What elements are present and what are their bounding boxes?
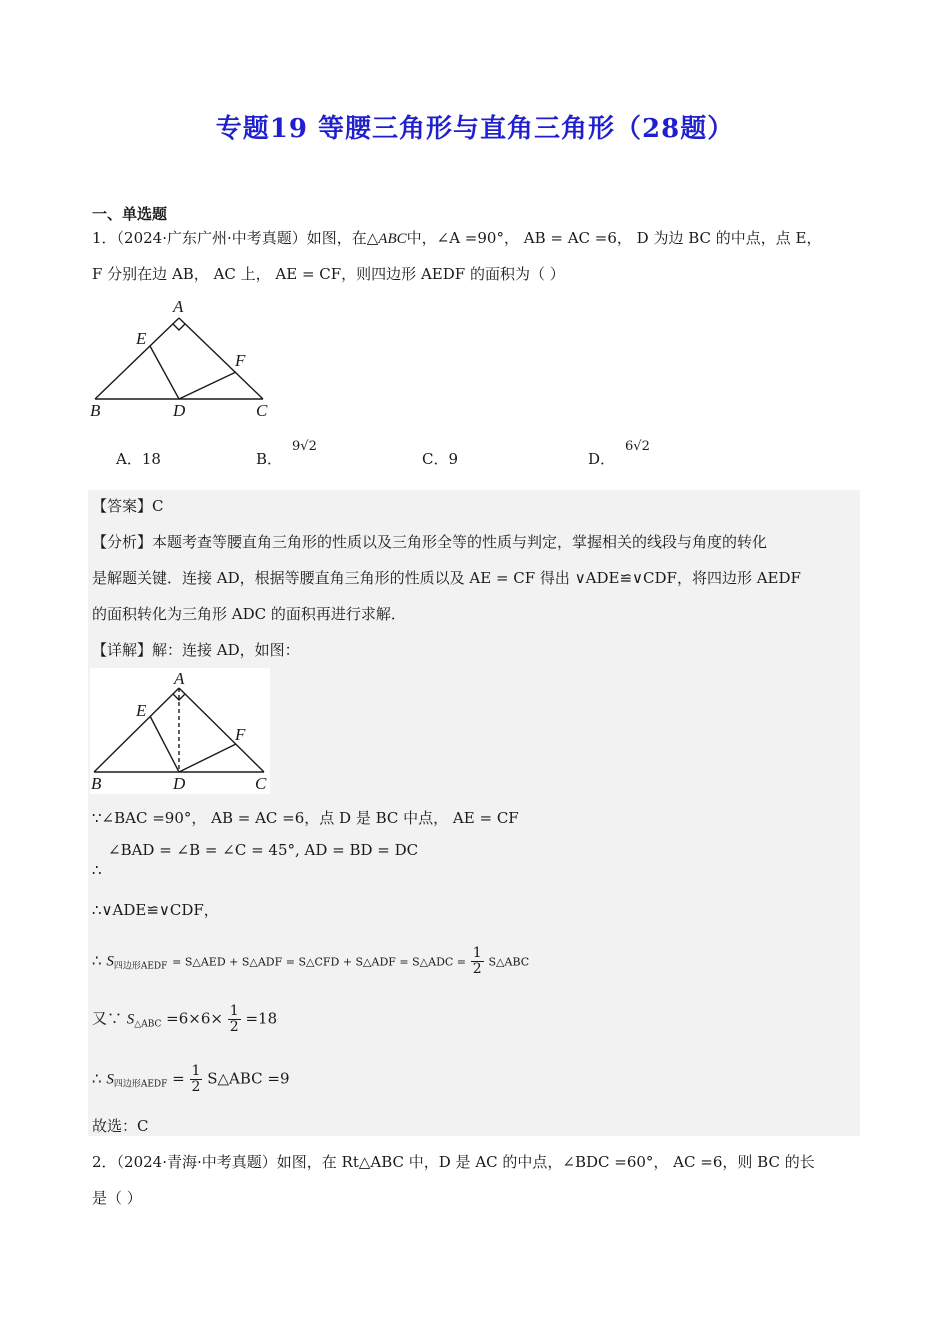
step4-tail: S△ABC <box>488 955 530 969</box>
step4-rest: = S△AED + S△ADF = S△CFD + S△ADF = S△ADC = <box>172 955 467 969</box>
step6-s: S <box>106 1071 114 1088</box>
fig1-label-f: F <box>235 351 246 370</box>
step5 <box>92 1004 277 1035</box>
option-d-value: 6√2 <box>625 439 650 454</box>
step6-num: 1 <box>191 1063 201 1079</box>
answer-value: C <box>152 497 164 515</box>
q1-triangle: △ABC <box>366 231 407 247</box>
q1-line1 <box>92 228 821 249</box>
option-c[interactable] <box>422 448 458 469</box>
analysis-label: 【分析】 <box>92 533 153 551</box>
step6 <box>92 1064 290 1095</box>
q2-line1: 2．（2024·青海·中考真题）如图，在 Rt△ABC 中，D 是 AC 的中点，∠BDC =60°， AC =6，则 BC 的长 <box>92 1153 815 1171</box>
step6-tail: S△ABC =9 <box>207 1069 290 1088</box>
step6-fraction <box>190 1064 203 1095</box>
step4-fraction <box>471 946 484 977</box>
step5-s: S <box>126 1011 135 1028</box>
fig2-label-c: C <box>255 774 267 793</box>
step6-prefix: ∴ <box>92 1069 102 1088</box>
fig2-label-a: A <box>174 669 185 688</box>
step4-prefix: ∴ <box>92 951 102 970</box>
fig1-label-b: B <box>90 401 101 420</box>
step6-sub: 四边形AEDF <box>113 1079 168 1090</box>
detail-figure <box>90 668 270 794</box>
step5-rest: =6×6× <box>166 1009 223 1028</box>
option-c-letter: C． <box>422 450 449 468</box>
step5-tail: =18 <box>245 1009 278 1028</box>
option-a-value: 18 <box>141 450 161 468</box>
step3: ∴∨ADE≌∨CDF， <box>92 901 219 919</box>
q1-line1-a: 1．（2024·广东广州·中考真题）如图，在 <box>92 229 367 247</box>
answer-label: 【答案】 <box>92 497 153 515</box>
step5-den: 2 <box>229 1019 239 1035</box>
option-b[interactable] <box>256 439 317 469</box>
option-c-value: 9 <box>448 450 459 468</box>
analysis-text1: 本题考查等腰直角三角形的性质以及三角形全等的性质与判定，掌握相关的线段与角度的转化 <box>152 533 768 551</box>
step6-eq: = <box>172 1069 185 1088</box>
q1-figure <box>88 296 278 422</box>
step6-den: 2 <box>191 1079 201 1095</box>
conclusion: 故选：C <box>92 1117 149 1135</box>
analysis-line2: 是解题关键．连接 AD，根据等腰直角三角形的性质以及 AE = CF 得出 ∨ADE≌∨CDF，将四边形 AEDF <box>92 569 801 587</box>
fig1-label-a: A <box>173 297 184 316</box>
option-b-letter: B． <box>256 450 283 468</box>
q1-line2: F 分别在边 AB， AC 上， AE = CF，则四边形 AEDF 的面积为（ ） <box>92 265 565 283</box>
q2-line2: 是（ ） <box>92 1189 142 1207</box>
step4-den: 2 <box>472 961 482 977</box>
step5-sub: △ABC <box>134 1019 162 1030</box>
q1-line1-b: 中，∠A =90°， AB = AC =6， D 为边 BC 的中点，点 E， <box>406 229 822 247</box>
option-d-letter: D． <box>588 450 616 468</box>
step2: ∠BAD = ∠B = ∠C = 45°, AD = BD = DC <box>108 841 419 859</box>
analysis-line3: 的面积转化为三角形 ADC 的面积再进行求解． <box>92 605 406 623</box>
option-b-value: 9√2 <box>292 439 317 454</box>
step2-therefore: ∴ <box>92 861 102 879</box>
option-a[interactable] <box>116 448 161 469</box>
analysis-line1 <box>92 532 767 552</box>
answer-line <box>92 496 164 516</box>
fig1-label-e: E <box>136 329 147 348</box>
step4 <box>92 946 529 977</box>
option-a-letter: A． <box>116 450 142 468</box>
detail-label: 【详解】 <box>92 641 153 659</box>
option-d[interactable] <box>588 439 650 469</box>
fig2-label-b: B <box>91 774 102 793</box>
step5-prefix: 又∵ <box>92 1009 123 1028</box>
section-heading: 一、单选题 <box>92 205 168 223</box>
fig1-label-d: D <box>173 401 186 420</box>
fig2-label-d: D <box>173 774 186 793</box>
step4-num: 1 <box>472 945 482 961</box>
fig2-label-f: F <box>235 725 246 744</box>
page-title: 专题19 等腰三角形与直角三角形（28题） <box>215 114 735 144</box>
step1: ∵∠BAC =90°， AB = AC =6，点 D 是 BC 中点， AE = CF <box>92 809 519 827</box>
fig2-label-e: E <box>136 701 147 720</box>
step4-sub: 四边形AEDF <box>113 961 168 972</box>
detail-line <box>92 640 300 660</box>
step5-fraction <box>228 1004 241 1035</box>
detail-text: 解：连接 AD，如图： <box>152 641 300 659</box>
fig1-label-c: C <box>256 401 268 420</box>
step4-s: S <box>106 953 114 970</box>
step5-num: 1 <box>229 1003 239 1019</box>
